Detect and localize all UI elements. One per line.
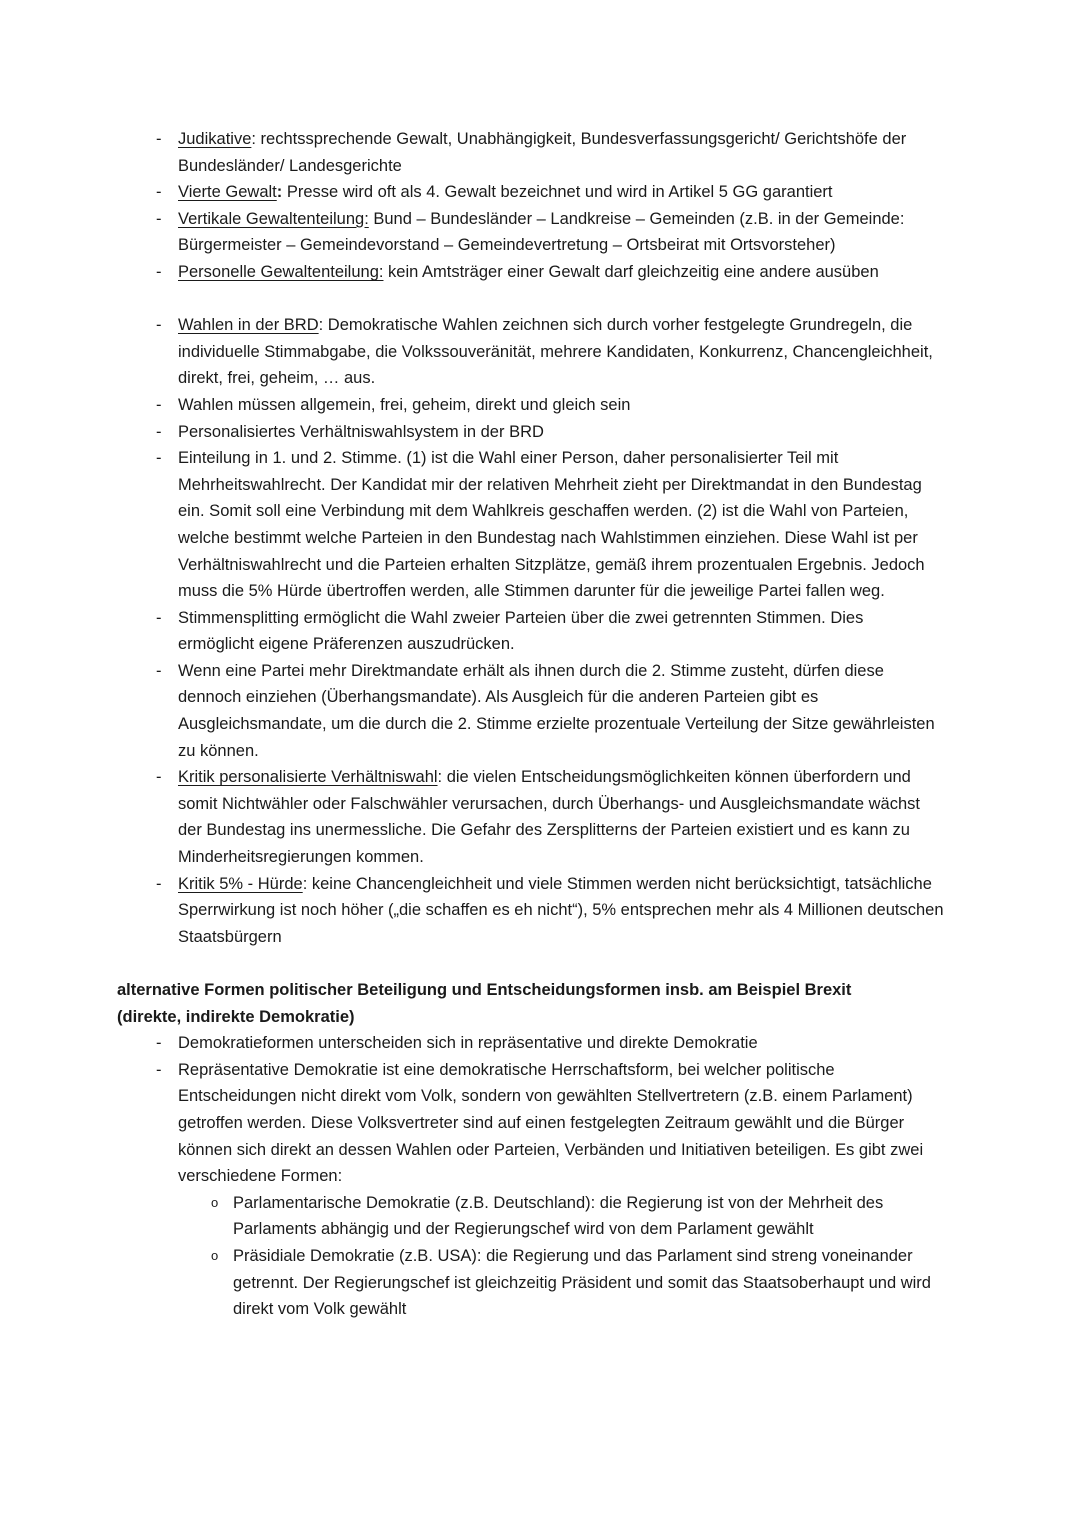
list-item: [117, 259, 944, 286]
bullet-dash: -: [156, 316, 162, 335]
list-item-lead: Judikative: [178, 130, 252, 148]
list-item: [117, 658, 944, 764]
bullet-dash: -: [156, 130, 162, 148]
list-item-text: [178, 419, 944, 446]
list-item-body: : rechtssprechende Gewalt, Unabhängigkeit, Bundesverfassungsgericht/ Gerichtshöfe der Bundesländer/ Landesgerichte: [178, 130, 907, 175]
list-item: [117, 445, 944, 605]
list-item: [117, 605, 944, 658]
list-item-text: [178, 392, 944, 419]
list-item-body: : keine Chancengleichheit und viele Stimmen werden nicht berücksichtigt, tatsächliche Sperrwirkung ist noch höher („die schaffen es eh nicht“), 5% entsprechen mehr als 4 Millionen deutschen Staatsbürgern: [178, 874, 944, 946]
blank-line: [117, 950, 944, 977]
list-item-text: [178, 605, 944, 658]
blank-line: [117, 286, 944, 313]
bullet-dash: -: [156, 608, 162, 627]
list-item-lead: Kritik 5% - Hürde: [178, 874, 303, 893]
list-item-lead: Vertikale Gewaltenteilung:: [178, 209, 369, 228]
sub-list-item: [117, 1243, 944, 1323]
list-item-text: [178, 1030, 944, 1057]
list-item-body: kein Amtsträger einer Gewalt darf gleichzeitig eine andere ausüben: [383, 262, 879, 281]
list-item-body: Parlamentarische Demokratie (z.B. Deutschland): die Regierung ist von der Mehrheit des Parlaments abhängig und der Regierungschef wird von dem Parlament gewählt: [233, 1193, 884, 1239]
list-item-body: Presse wird oft als 4. Gewalt bezeichnet und wird in Artikel 5 GG garantiert: [282, 183, 833, 202]
list-item: [117, 1057, 944, 1190]
list-item-body: Stimmensplitting ermöglicht die Wahl zweier Parteien über die zwei getrennten Stimmen. Dies ermöglicht eigene Präferenzen auszudrücken.: [178, 608, 864, 654]
list-item-text: [178, 259, 944, 286]
list-item-body: Wenn eine Partei mehr Direktmandate erhält als ihnen durch die 2. Stimme zusteht, dürfen diese dennoch einziehen (Überhangsmandate). Als Ausgleich für die anderen Parteien gibt es Ausgleichsmandate, um die durch die 2. Stimme erzielte prozentuale Verteilung der Sitze gewährleisten zu können.: [178, 661, 935, 760]
list-item-text: [178, 1057, 944, 1190]
list-item-text: [178, 179, 944, 206]
sub-bullet-circle: o: [211, 1247, 219, 1263]
list-item-text: [178, 764, 944, 870]
list-item-body: Personalisiertes Verhältniswahlsystem in der BRD: [178, 422, 544, 441]
list-item-lead: Wahlen in der BRD: [178, 316, 319, 335]
list-item-body: Einteilung in 1. und 2. Stimme. (1) ist die Wahl einer Person, daher personalisierter Teil mit Mehrheitswahlrecht. Der Kandidat mir der relativen Mehrheit zieht per Direktmandat in den Bundestag ein. Somit soll eine Verbindung mit dem Wahlkreis geschaffen werden. (2) ist die Wahl von Parteien, welche bestimmt welche Parteien in den Bundestag nach Wahlstimmen einziehen. Diese Wahl ist per Verhältniswahlrecht und die Parteien erhalten Sitzplätze, gemäß ihrem prozentualen Ergebnis. Jedoch muss die 5% Hürde übertroffen werden, alle Stimmen darunter für die jeweilige Partei fallen weg.: [178, 449, 925, 601]
bullet-dash: -: [156, 262, 162, 281]
list-item-text: [233, 1243, 944, 1323]
sub-bullet-circle: o: [211, 1194, 219, 1210]
bullet-dash: -: [156, 661, 162, 680]
bullet-dash: -: [156, 183, 162, 202]
list-item: [117, 1030, 944, 1057]
section-heading: [117, 977, 944, 1030]
list-item: [117, 392, 944, 419]
list-item-text: [178, 206, 944, 259]
bullet-dash: -: [156, 422, 162, 441]
list-item-lead: Kritik personalisierte Verhältniswahl: [178, 768, 438, 787]
list-item-lead: Personelle Gewaltenteilung:: [178, 262, 384, 281]
list-item: [117, 179, 944, 206]
list-item: [117, 312, 944, 392]
list-item-text: [178, 871, 944, 951]
bullet-dash: -: [156, 395, 162, 414]
list-item: [117, 871, 944, 951]
list-item-separator: :: [276, 183, 283, 202]
list-item: [117, 419, 944, 446]
list-item-body: Wahlen müssen allgemein, frei, geheim, direkt und gleich sein: [178, 395, 631, 414]
bullet-dash: -: [156, 449, 162, 468]
list-item: [117, 764, 944, 870]
list-item-text: [178, 445, 944, 605]
list-item-body: Bund – Bundesländer – Landkreise – Gemeinden (z.B. in der Gemeinde: Bürgermeister – Gemeindevorstand – Gemeindevertretung – Ortsbeirat mit Ortsvorsteher): [178, 209, 905, 255]
list-item-text: [178, 658, 944, 764]
bullet-dash: -: [156, 1034, 162, 1053]
list-item-text: [178, 312, 944, 392]
list-item-text: [233, 1190, 944, 1243]
bullet-dash: -: [156, 874, 162, 893]
list-item: [117, 126, 944, 179]
bullet-dash: -: [156, 209, 162, 228]
list-item-lead: Vierte Gewalt: [178, 183, 277, 202]
list-item-body: Repräsentative Demokratie ist eine demokratische Herrschaftsform, bei welcher politische Entscheidungen nicht direkt vom Volk, sondern von gewählten Stellvertretern (z.B. einem Parlament) getroffen werden. Diese Volksvertreter sind auf einen festgelegten Zeitraum gewählt und die Bürger können sich direkt an dessen Wahlen oder Parteien, Verbänden und Initiativen beteiligen. Es gibt zwei verschiedene Formen:: [178, 1060, 924, 1186]
list-item-body: Demokratieformen unterscheiden sich in repräsentative und direkte Demokratie: [178, 1034, 758, 1053]
bullet-dash: -: [156, 1060, 162, 1079]
list-item-body: : Demokratische Wahlen zeichnen sich durch vorher festgelegte Grundregeln, die individuelle Stimmabgabe, die Volkssouveränität, mehrere Kandidaten, Konkurrenz, Chancengleichheit, direkt, frei, geheim, … aus.: [178, 316, 933, 388]
section-heading-line2: (direkte, indirekte Demokratie): [117, 1007, 355, 1026]
list-item-text: [178, 126, 944, 179]
bullet-dash: -: [156, 768, 162, 787]
sub-list-item: [117, 1190, 944, 1243]
list-item-body: : die vielen Entscheidungsmöglichkeiten können überfordern und somit Nichtwähler oder Falschwähler verursachen, durch Überhangs- und Ausgleichsmandate wächst der Bundestag ins unermessliche. Die Gefahr des Zersplitterns der Parteien existiert und es kann zu Minderheitsregierungen kommen.: [178, 768, 920, 867]
list-item: [117, 206, 944, 259]
list-item-body: Präsidiale Demokratie (z.B. USA): die Regierung und das Parlament sind streng voneinander getrennt. Der Regierungschef ist gleichzeitig Präsident und somit das Staatsoberhaupt und wird direkt vom Volk gewählt: [233, 1246, 931, 1319]
section-heading-line1: alternative Formen politischer Beteiligung und Entscheidungsformen insb. am Beispiel Brexit: [117, 981, 852, 999]
